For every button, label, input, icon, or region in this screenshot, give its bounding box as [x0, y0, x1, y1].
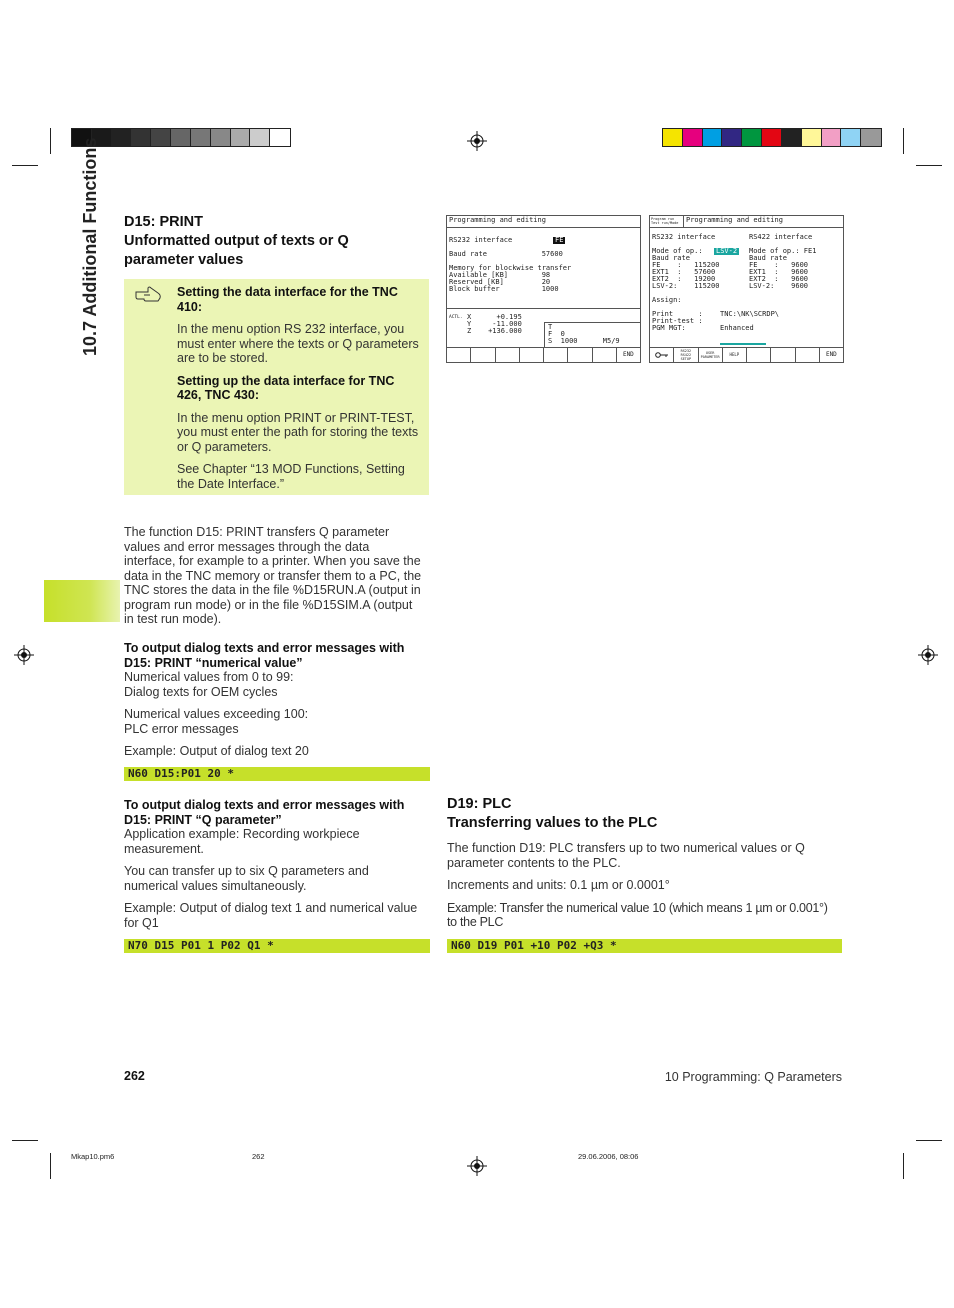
code-line-n60-d19: N60 D19 P01 +10 P02 +Q3 * — [447, 939, 842, 953]
crop-mark — [12, 165, 38, 166]
note-title-tnc426: Setting up the data interface for TNC 426, TNC 430: — [177, 373, 395, 402]
numerical-title: To output dialog texts and error messages with D15: PRINT “numerical value” — [124, 641, 405, 670]
qparam-line: You can transfer up to six Q parameters and numerical values simultaneously. — [124, 864, 369, 893]
pgm-mgt-value: Enhanced — [720, 324, 754, 332]
registration-mark-icon — [467, 1156, 487, 1176]
softkey[interactable] — [447, 348, 471, 362]
rs422-settings: RS422 interface Mode of op.: FE1 Baud rate FE : 9600 EXT1 : 9600 EXT2 : 9600 LSV-2: 9600 — [749, 233, 817, 290]
softkey[interactable] — [568, 348, 592, 362]
crop-mark — [12, 1140, 38, 1141]
key-icon — [655, 352, 669, 358]
softkey[interactable] — [796, 348, 820, 362]
qparam-line: Application example: Recording workpiece measurement. — [124, 827, 360, 856]
section-tab — [44, 580, 120, 622]
grayscale-bar — [71, 128, 291, 147]
softkey[interactable] — [544, 348, 568, 362]
tnc-screen-410 — [446, 215, 641, 363]
tnc-screen-426 — [649, 215, 844, 363]
softkey-row — [650, 347, 843, 362]
softkey[interactable] — [520, 348, 544, 362]
screen1-settings: RS232 interface Baud rate 57600 Memory for blockwise transfer Available [KB] 98 Reserved [KB] 20 Block buffer 1000 — [449, 236, 572, 293]
print-path: TNC:\NK\SCRDP\ — [720, 310, 780, 318]
user-parameter-softkey[interactable]: USER PARAMETER — [699, 348, 723, 362]
d19-heading: D19: PLC Transferring values to the PLC — [447, 796, 658, 831]
d19-body — [447, 841, 839, 930]
d15-numerical-section — [124, 641, 424, 759]
screen-title: Programming and editing — [449, 216, 546, 224]
d19-text: The function D19: PLC transfers up to two numerical values or Q parameter contents to the PLC. — [447, 841, 805, 870]
softkey[interactable] — [471, 348, 495, 362]
crop-mark — [916, 1140, 942, 1141]
numerical-example: Example: Output of dialog text 20 — [124, 744, 309, 758]
registration-mark-icon — [14, 645, 34, 665]
help-softkey[interactable]: HELP — [723, 348, 747, 362]
registration-mark-icon — [467, 131, 487, 151]
softkey[interactable] — [593, 348, 617, 362]
d15-heading: D15: PRINT Unformatted output of texts or Q parameter values — [124, 214, 349, 268]
crop-mark — [916, 165, 942, 166]
rs232-setup-softkey[interactable]: RS232 RS422 SETUP — [674, 348, 698, 362]
softkey[interactable] — [496, 348, 520, 362]
screen-title: Programming and editing — [686, 216, 783, 224]
file-name: Mkap10.pm6 — [71, 1152, 115, 1161]
color-bar — [662, 128, 882, 147]
machine-status: T F 0 S 1000 M5/9 — [548, 323, 620, 345]
print-date: 29.06.2006, 08:06 — [578, 1152, 639, 1161]
crop-mark — [903, 1153, 904, 1179]
qparam-title: To output dialog texts and error messages with D15: PRINT “Q parameter” — [124, 798, 405, 827]
mode-value: LSV-2 — [716, 247, 738, 255]
note-text-tnc410: In the menu option RS 232 interface, you must enter where the texts or Q parameters are to be stored. — [177, 322, 419, 365]
softkey[interactable] — [747, 348, 771, 362]
d19-text: Example: Transfer the numerical value 10 (which means 1 µm or 0.001°) to the PLC — [447, 900, 828, 929]
position-label: ACTL. — [449, 315, 463, 320]
key-softkey[interactable] — [650, 348, 674, 362]
numerical-line: Numerical values from 0 to 99: — [124, 670, 294, 684]
note-box — [124, 279, 429, 495]
numerical-line: Dialog texts for OEM cycles — [124, 684, 278, 699]
code-line-n70-d15: N70 D15 P01 1 P02 Q1 * — [124, 939, 430, 953]
d15-qparam-section — [124, 798, 424, 930]
page-number-small: 262 — [252, 1152, 265, 1161]
note-see-chapter: See Chapter “13 MOD Functions, Setting the Date Interface.” — [177, 462, 405, 491]
d15-intro: The function D15: PRINT transfers Q parameter values and error messages through the data interface, for example to a printer. When you save the data in the TNC memory or transfer them to a PC, the TNC stores the data in the file %D15RUN.A (output in program run mode) or in the file %D15SIM.A (output in test run mode). — [124, 525, 422, 626]
note-title-tnc410: Setting the data interface for the TNC 410: — [177, 285, 398, 314]
note-text-tnc426: In the menu option PRINT or PRINT-TEST, you must enter the path for storing the texts or Q parameters. — [177, 410, 419, 454]
crop-mark — [50, 1153, 51, 1179]
numerical-line: PLC error messages — [124, 721, 239, 736]
mode-label: Program run Test run/Mode — [651, 217, 679, 225]
axis-positions: X +0.195 Y -11.000 Z +136.000 — [467, 313, 522, 335]
crop-mark — [50, 128, 51, 154]
rs232-value: FE — [555, 236, 564, 244]
page-number: 262 — [124, 1069, 145, 1083]
pointing-hand-icon — [134, 284, 164, 304]
d19-text: Increments and units: 0.1 µm or 0.0001° — [447, 878, 670, 892]
qparam-example: Example: Output of dialog text 1 and numerical value for Q1 — [124, 901, 418, 930]
code-line-n60-d15: N60 D15:P01 20 * — [124, 767, 430, 781]
crop-mark — [903, 128, 904, 154]
running-footer: 10 Programming: Q Parameters — [664, 1070, 842, 1084]
numerical-line: Numerical values exceeding 100: — [124, 707, 309, 721]
softkey-row — [447, 347, 640, 362]
end-softkey[interactable]: END — [825, 351, 837, 358]
registration-mark-icon — [918, 645, 938, 665]
end-softkey[interactable]: END — [622, 351, 634, 358]
softkey[interactable] — [771, 348, 795, 362]
rs232-settings: RS232 interface Mode of op.: Baud rate FE : 115200 EXT1 : 57600 EXT2 : 19200 LSV-2: 115200 Assign: Print : Print-test : PGM MGT: — [652, 233, 720, 332]
